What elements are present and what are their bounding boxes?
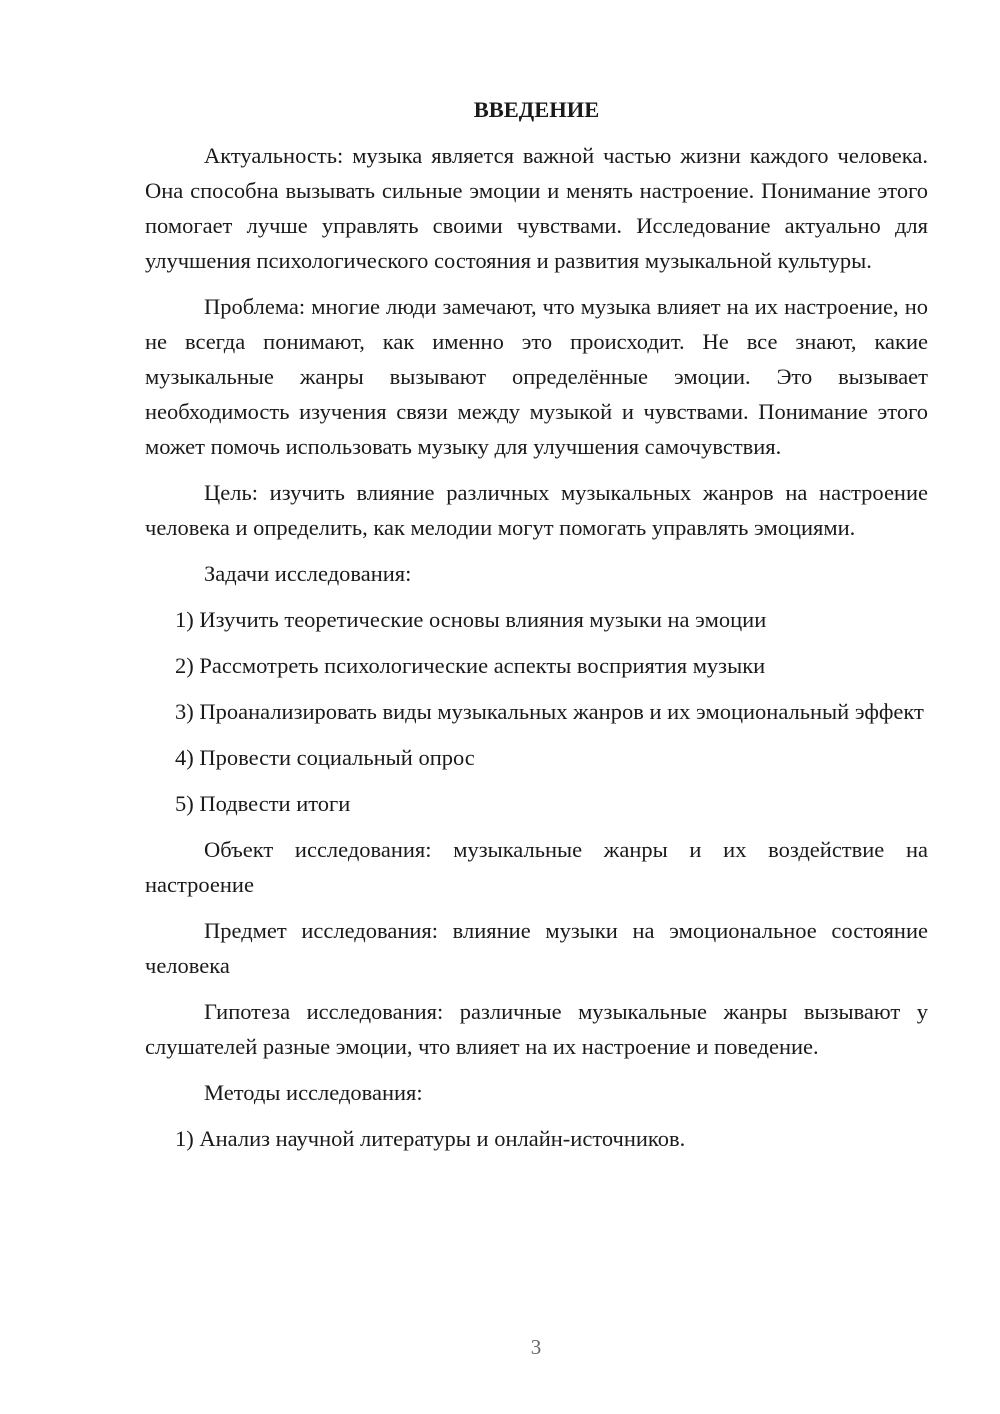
tasks-heading: Задачи исследования: <box>204 561 412 586</box>
object-paragraph: Объект исследования: музыкальные жанры и их воздействие на настроение <box>145 837 928 897</box>
task-item-3: 3) Проанализировать виды музыкальных жанров и их эмоциональный эффект <box>175 699 924 724</box>
task-item-5: 5) Подвести итоги <box>175 791 351 816</box>
task-item-1: 1) Изучить теоретические основы влияния музыки на эмоции <box>175 607 767 632</box>
relevance-paragraph: Актуальность: музыка является важной частью жизни каждого человека. Она способна вызывать сильные эмоции и менять настроение. Понимание этого помогает лучше управлять своими чувствами. Исследование актуально для улучшения психологического состояния и развития музыкальной культуры. <box>145 143 928 273</box>
task-item-2: 2) Рассмотреть психологические аспекты восприятия музыки <box>175 653 766 678</box>
methods-heading: Методы исследования: <box>204 1080 423 1105</box>
task-item-4: 4) Провести социальный опрос <box>175 745 475 770</box>
problem-paragraph: Проблема: многие люди замечают, что музыка влияет на их настроение, но не всегда понимают, как именно это происходит. Не все знают, какие музыкальные жанры вызывают определённые эмоции. Это вызывает необходимость изучения связи между музыкой и чувствами. Понимание этого может помочь использовать музыку для улучшения самочувствия. <box>145 294 928 459</box>
hypothesis-paragraph: Гипотеза исследования: различные музыкальные жанры вызывают у слушателей разные эмоции, что влияет на их настроение и поведение. <box>145 999 928 1059</box>
page-title: ВВЕДЕНИЕ <box>473 97 600 122</box>
document-page <box>145 92 928 1167</box>
method-item-1: 1) Анализ научной литературы и онлайн-источников. <box>175 1126 686 1151</box>
goal-paragraph: Цель: изучить влияние различных музыкальных жанров на настроение человека и определить, как мелодии могут помогать управлять эмоциями. <box>145 480 928 540</box>
subject-paragraph: Предмет исследования: влияние музыки на эмоциональное состояние человека <box>145 918 928 978</box>
page-number: 3 <box>530 1335 542 1359</box>
